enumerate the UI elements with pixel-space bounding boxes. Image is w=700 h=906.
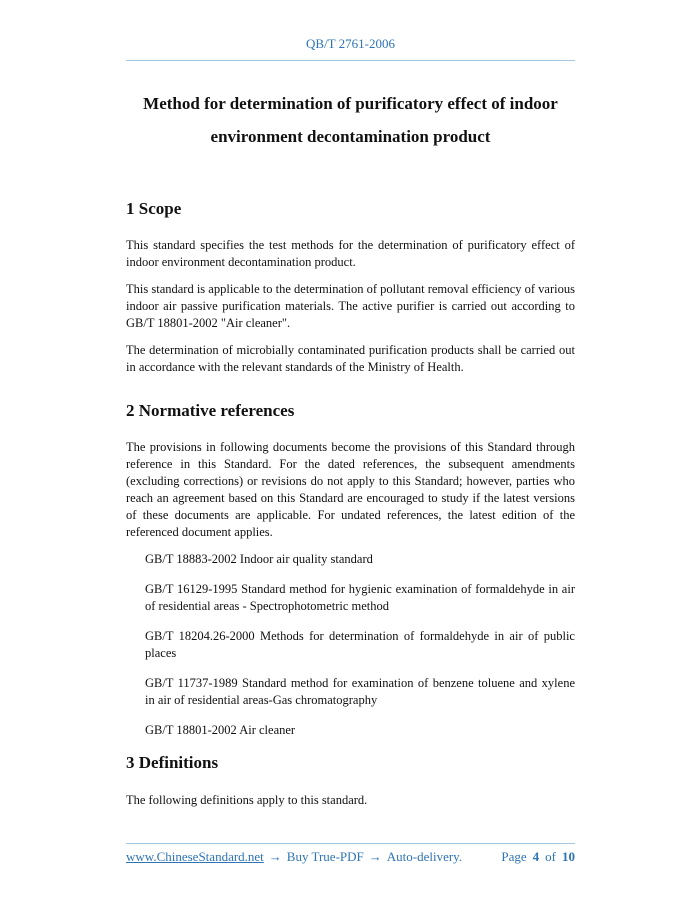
buy-pdf-label: Buy True-PDF	[286, 849, 364, 864]
scope-paragraph: This standard specifies the test methods for the determination of purificatory effect of indoor environment decontamination product.	[126, 238, 575, 269]
site-link[interactable]: www.ChineseStandard.net	[126, 849, 264, 864]
page-label: Page	[501, 849, 527, 864]
document-title-line-2: environment decontamination product	[210, 127, 491, 146]
scope-paragraph: This standard is applicable to the determination of pollutant removal efficiency of various indoor air passive purification materials. The active purifier is carried out according to GB/T 18801-2002 "Air cleaner".	[126, 282, 575, 330]
footer-divider	[126, 843, 575, 844]
doc-number: QB/T 2761-2006	[306, 36, 395, 51]
page-content	[126, 0, 575, 819]
section-heading-scope: 1 Scope	[126, 199, 182, 218]
page-total: 10	[562, 849, 575, 864]
section-heading-definitions: 3 Definitions	[126, 753, 219, 772]
section-scope	[126, 198, 575, 376]
document-title	[126, 87, 575, 153]
reference-item: GB/T 11737-1989 Standard method for examination of benzene toluene and xylene in air of residential areas-Gas chromatography	[145, 676, 575, 707]
reference-item: GB/T 16129-1995 Standard method for hygienic examination of formaldehyde in air of residential areas - Spectrophotometric method	[145, 582, 575, 613]
arrow-icon: →	[268, 849, 282, 864]
document-title-line-1: Method for determination of purificatory effect of indoor	[143, 94, 558, 113]
page-footer	[126, 843, 575, 865]
reference-item: GB/T 18204.26-2000 Methods for determination of formaldehyde in air of public places	[145, 629, 575, 660]
auto-delivery-label: Auto-delivery.	[386, 849, 463, 864]
normative-paragraph: The provisions in following documents become the provisions of this Standard through reference in this Standard. For the dated references, the subsequent amendments (excluding corrections) or revisions do not apply to this Standard; however, parties who reach an agreement based on this Standard are encouraged to study if the latest versions of these documents are applicable. For undated references, the latest edition of the referenced document applies.	[126, 440, 575, 539]
page-indicator	[501, 849, 575, 865]
footer-row	[126, 849, 575, 865]
footer-left	[126, 849, 462, 865]
of-label: of	[545, 849, 556, 864]
arrow-icon: →	[368, 849, 382, 864]
page-header	[126, 36, 575, 61]
definitions-paragraph: The following definitions apply to this standard.	[126, 793, 368, 807]
scope-paragraph: The determination of microbially contaminated purification products shall be carried out in accordance with the relevant standards of the Ministry of Health.	[126, 343, 575, 374]
section-heading-normative-references: 2 Normative references	[126, 401, 295, 420]
reference-item: GB/T 18801-2002 Air cleaner	[145, 723, 296, 737]
section-definitions	[126, 752, 575, 809]
header-divider	[126, 60, 575, 61]
reference-item: GB/T 18883-2002 Indoor air quality standard	[145, 552, 373, 566]
page-current: 4	[532, 849, 540, 864]
section-normative-references	[126, 400, 575, 739]
